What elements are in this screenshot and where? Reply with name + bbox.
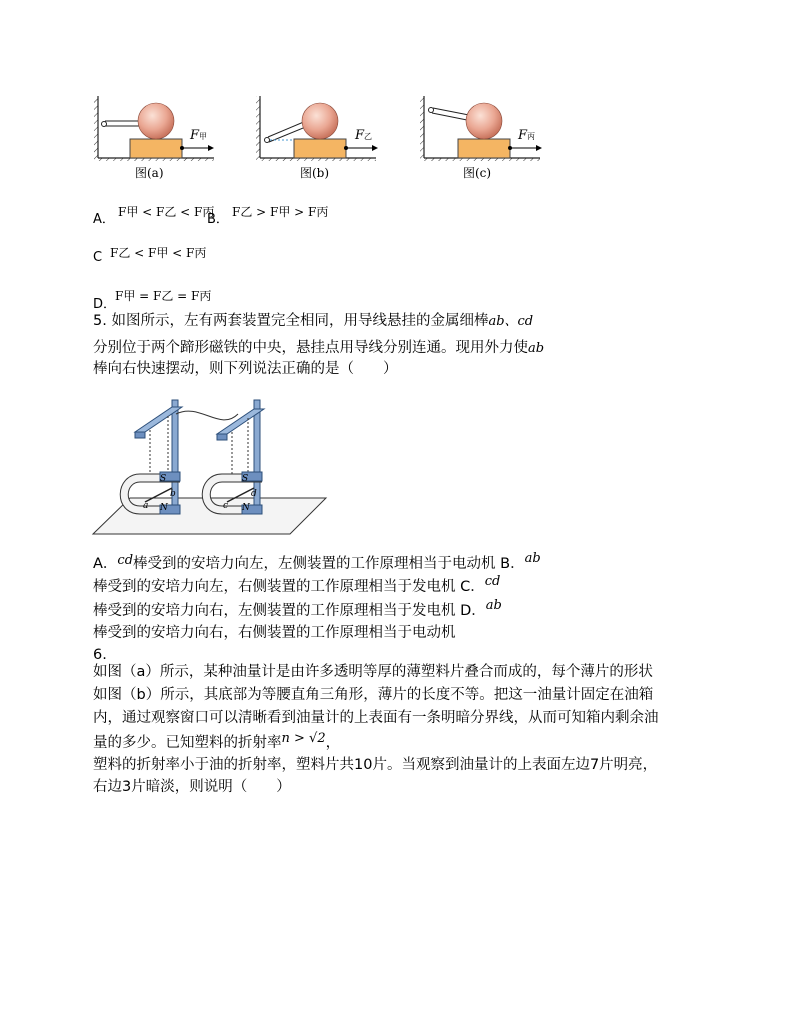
q5-options-line-3: 棒受到的安培力向右，左侧装置的工作原理相当于发电机 D．ab [93,598,502,619]
q6-line-5: 塑料的折射率小于油的折射率，塑料片共10片。当观察到油量计的上表面左边7片明亮， [93,757,658,773]
fig-label-n1: N [160,503,168,513]
q4-option-d-expr: F甲 = F乙 = F丙 [115,289,212,303]
q5-line-3: 棒向右快速摆动，则下列说法正确的是（ ） [93,361,398,377]
caption-c: 图(c) [463,166,492,180]
q5-options-line-2: 棒受到的安培力向左，右侧装置的工作原理相当于发电机 C．cd [93,574,501,595]
q4-option-a-expr: F甲 < F乙 < F丙 [118,205,215,219]
force-label-b: F乙 [355,128,373,143]
caption-a: 图(a) [135,166,164,180]
q4-option-c-expr: F乙 < F甲 < F丙 [110,246,207,260]
q5-options-line-1: A．cd棒受到的安培力向左，左侧装置的工作原理相当于电动机 B．ab [93,551,541,572]
q4-option-b-expr: F乙 > F甲 > F丙 [232,205,329,219]
q5-apparatus-figure [90,392,330,537]
fig-label-s1: S [160,474,167,484]
q4-option-a-label: A． [93,212,115,227]
fig-label-d: d [251,489,257,499]
q6-line-4: 量的多少。已知塑料的折射率n > √2， [93,731,341,751]
fig-label-n2: N [242,503,250,513]
q4-option-c-label: C [93,250,103,265]
q6-line-6: 右边3片暗淡，则说明（ ） [93,779,291,795]
q5-line-1: 5. 如图所示，左有两套装置完全相同，用导线悬挂的金属细棒ab、cd [93,313,534,329]
q4-option-b-label: B． [207,212,229,227]
q5-line-2: 分别位于两个蹄形磁铁的中央，悬挂点用导线分别连通。现用外力使ab [93,340,545,356]
q6-line-1: 如图（a）所示，某种油量计是由许多透明等厚的薄塑料片叠合而成的，每个薄片的形状 [93,664,653,680]
fig-label-b: b [170,489,176,499]
q6-line-3: 内，通过观察窗口可以清晰看到油量计的上表面有一条明暗分界线，从而可知箱内剩余油 [93,710,659,726]
q5-options-line-4: 棒受到的安培力向右，右侧装置的工作原理相当于电动机 [93,625,456,641]
force-label-c: F丙 [518,128,536,143]
force-label-a: F甲 [190,128,208,143]
q6-number: 6. [93,647,107,663]
caption-b: 图(b) [300,166,330,180]
q6-line-2: 如图（b）所示，其底部为等腰直角三角形，薄片的长度不等。把这一油量计固定在油箱 [93,687,654,703]
q4-option-d-label: D． [93,297,117,312]
fig-label-c: c [223,501,229,511]
fig-label-a: a [143,501,149,511]
fig-label-s2: S [242,474,249,484]
